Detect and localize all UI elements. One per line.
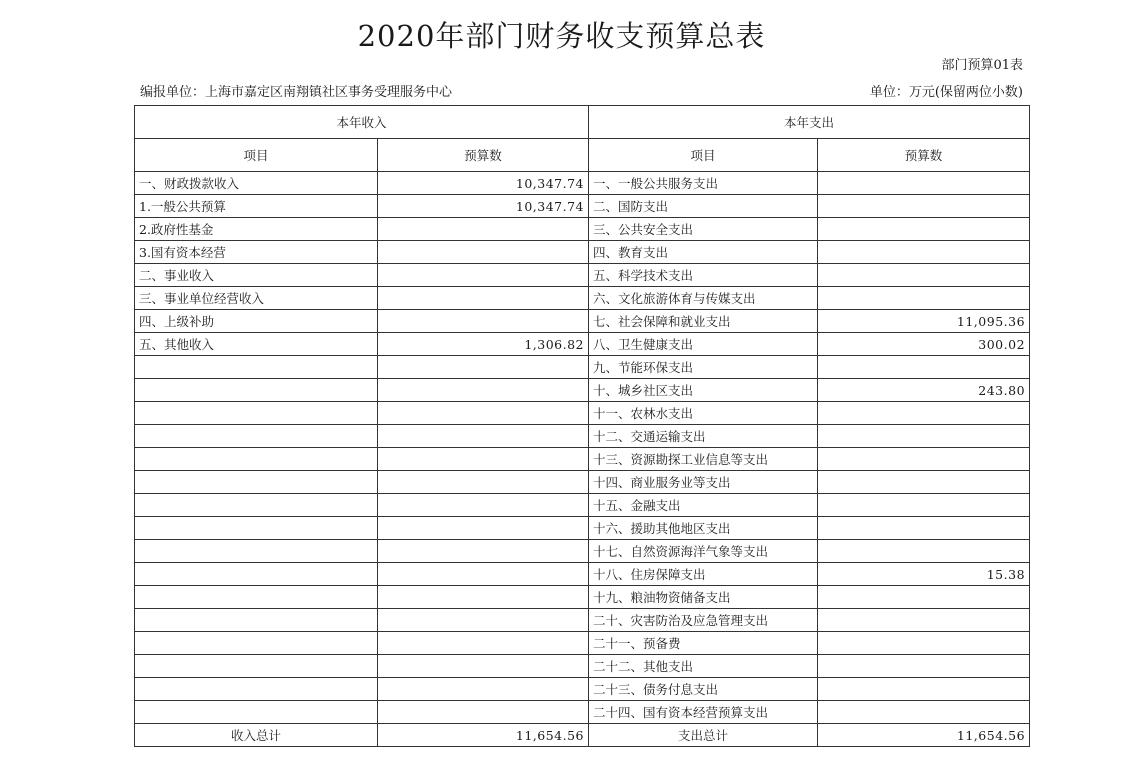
expense-amount-cell [818,241,1030,264]
table-row [135,494,1030,517]
expense-item-cell: 五、科学技术支出 [589,264,818,287]
income-amount-cell [378,655,589,678]
income-item-cell: 二、事业收入 [135,264,378,287]
table-row [135,356,1030,379]
expense-amount-cell [818,609,1030,632]
income-item-cell [135,655,378,678]
table-row [135,310,1030,333]
income-amount-cell [378,701,589,724]
income-amount-cell [378,241,589,264]
expense-group-header: 本年支出 [589,106,1030,139]
income-item-cell: 1.一般公共预算 [135,195,378,218]
income-item-cell: 2.政府性基金 [135,218,378,241]
income-item-cell [135,425,378,448]
expense-amount-cell [818,540,1030,563]
income-item-cell [135,609,378,632]
income-item-cell: 五、其他收入 [135,333,378,356]
expense-item-cell: 十七、自然资源海洋气象等支出 [589,540,818,563]
expense-amount-cell [818,218,1030,241]
expense-amount-cell [818,402,1030,425]
income-amount-cell [378,609,589,632]
table-row [135,655,1030,678]
income-amount-cell [378,632,589,655]
income-amount-cell [378,586,589,609]
income-item-cell [135,701,378,724]
income-item-cell [135,632,378,655]
income-amount-cell [378,494,589,517]
totals-row [135,724,1030,747]
group-header-row [135,106,1030,139]
income-amount-cell [378,287,589,310]
table-row [135,517,1030,540]
expense-amount-cell [818,494,1030,517]
expense-amount-cell [818,678,1030,701]
income-amount-cell: 10,347.74 [378,172,589,195]
expense-amount-cell [818,172,1030,195]
table-row [135,448,1030,471]
expense-amount-cell: 300.02 [818,333,1030,356]
expense-amount-cell [818,632,1030,655]
table-row [135,701,1030,724]
table-row [135,425,1030,448]
income-amount-cell [378,402,589,425]
unit-note: 单位：万元(保留两位小数) [869,85,1023,100]
table-row [135,218,1030,241]
table-row [135,609,1030,632]
compiling-unit: 编报单位：上海市嘉定区南翔镇社区事务受理服务中心 [140,85,453,100]
income-item-cell: 一、财政拨款收入 [135,172,378,195]
expense-total-label: 支出总计 [589,724,818,747]
expense-item-cell: 三、公共安全支出 [589,218,818,241]
income-amount-cell: 1,306.82 [378,333,589,356]
form-number: 部门预算01表 [941,58,1023,73]
expense-item-cell: 十六、援助其他地区支出 [589,517,818,540]
expense-amount-cell [818,356,1030,379]
income-amount-cell: 10,347.74 [378,195,589,218]
page-title: 2020年部门财务收支预算总表 [357,19,766,53]
expense-item-cell: 二十一、预备费 [589,632,818,655]
table-row [135,471,1030,494]
income-item-cell: 3.国有资本经营 [135,241,378,264]
income-item-cell [135,356,378,379]
column-header-row [135,139,1030,172]
expense-item-cell: 九、节能环保支出 [589,356,818,379]
income-group-header: 本年收入 [135,106,589,139]
expense-amount-cell [818,586,1030,609]
income-amount-cell [378,264,589,287]
expense-item-cell: 四、教育支出 [589,241,818,264]
table-row [135,678,1030,701]
table-row [135,379,1030,402]
income-total-label: 收入总计 [135,724,378,747]
expense-item-header: 项目 [589,139,818,172]
income-item-cell [135,448,378,471]
income-item-cell [135,494,378,517]
table-row [135,172,1030,195]
table-row [135,586,1030,609]
expense-item-cell: 八、卫生健康支出 [589,333,818,356]
expense-amount-cell [818,425,1030,448]
expense-item-cell: 十一、农林水支出 [589,402,818,425]
expense-item-cell: 十八、住房保障支出 [589,563,818,586]
income-total-amount: 11,654.56 [378,724,589,747]
income-item-cell [135,586,378,609]
income-item-cell [135,563,378,586]
income-item-cell [135,402,378,425]
income-amount-cell [378,471,589,494]
expense-amount-cell: 15.38 [818,563,1030,586]
income-item-cell [135,471,378,494]
table-row [135,241,1030,264]
expense-amount-cell [818,264,1030,287]
income-item-cell [135,517,378,540]
table-row [135,195,1030,218]
income-amount-cell [378,218,589,241]
expense-item-cell: 二十三、债务付息支出 [589,678,818,701]
income-amount-cell [378,563,589,586]
income-item-cell [135,379,378,402]
expense-item-cell: 二十、灾害防治及应急管理支出 [589,609,818,632]
expense-amount-cell: 11,095.36 [818,310,1030,333]
income-amount-cell [378,540,589,563]
table-row [135,632,1030,655]
expense-amount-cell [818,448,1030,471]
expense-item-cell: 二、国防支出 [589,195,818,218]
income-item-cell: 四、上级补助 [135,310,378,333]
income-amount-cell [378,356,589,379]
expense-item-cell: 二十四、国有资本经营预算支出 [589,701,818,724]
income-amount-header: 预算数 [378,139,589,172]
expense-item-cell: 六、文化旅游体育与传媒支出 [589,287,818,310]
expense-item-cell: 十、城乡社区支出 [589,379,818,402]
table-row [135,333,1030,356]
expense-amount-cell [818,517,1030,540]
expense-amount-cell [818,195,1030,218]
income-item-cell [135,540,378,563]
table-row [135,287,1030,310]
expense-amount-cell [818,701,1030,724]
table-row [135,264,1030,287]
expense-total-amount: 11,654.56 [818,724,1030,747]
table-row [135,563,1030,586]
table-row [135,402,1030,425]
income-item-header: 项目 [135,139,378,172]
expense-item-cell: 十九、粮油物资储备支出 [589,586,818,609]
expense-item-cell: 十二、交通运输支出 [589,425,818,448]
income-amount-cell [378,678,589,701]
table-row [135,540,1030,563]
income-item-cell [135,678,378,701]
expense-amount-cell [818,471,1030,494]
expense-item-cell: 七、社会保障和就业支出 [589,310,818,333]
income-amount-cell [378,379,589,402]
budget-table [134,105,1030,747]
expense-amount-cell: 243.80 [818,379,1030,402]
income-item-cell: 三、事业单位经营收入 [135,287,378,310]
expense-item-cell: 十三、资源勘探工业信息等支出 [589,448,818,471]
expense-item-cell: 一、一般公共服务支出 [589,172,818,195]
income-amount-cell [378,517,589,540]
expense-item-cell: 十四、商业服务业等支出 [589,471,818,494]
expense-amount-cell [818,287,1030,310]
income-amount-cell [378,310,589,333]
expense-item-cell: 十五、金融支出 [589,494,818,517]
expense-amount-header: 预算数 [818,139,1030,172]
expense-amount-cell [818,655,1030,678]
income-amount-cell [378,425,589,448]
expense-item-cell: 二十二、其他支出 [589,655,818,678]
income-amount-cell [378,448,589,471]
